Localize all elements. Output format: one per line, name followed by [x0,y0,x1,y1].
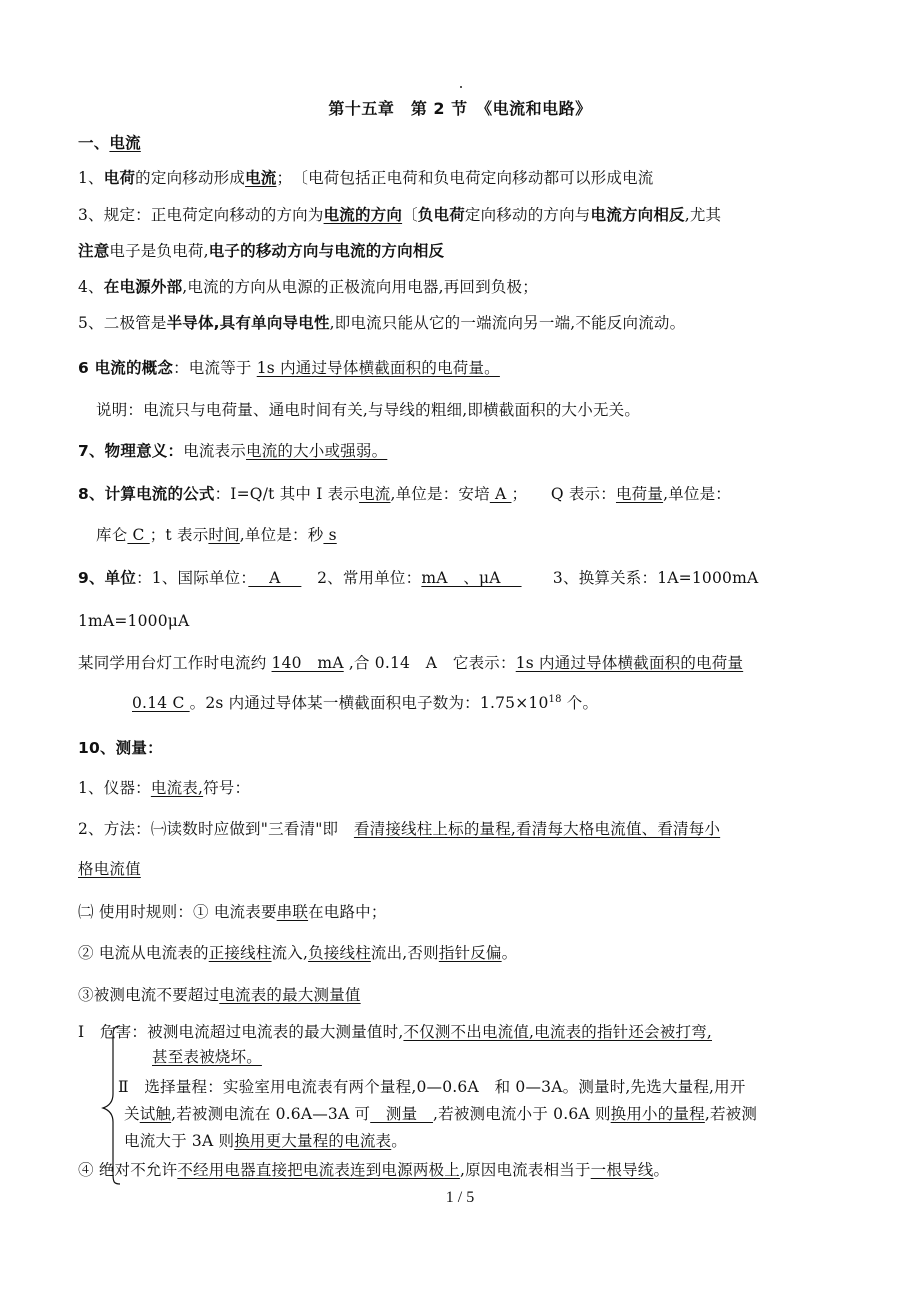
point-8-formula-continued: 库仑 C ；t 表示时间,单位是：秒 s [96,526,337,544]
point-10-measurement: 10、测量： [78,739,163,757]
example-lamp: 某同学用台灯工作时电流约 140 mA ,合 0.14 A 它表示：1s 内通过导体横截面积的电荷量 [78,654,744,672]
harm-item: Ⅰ 危害：被测电流超过电流表的最大测量值时,不仅测不出电流值,电流表的指针还会被打弯, [78,1023,713,1041]
point-7-meaning: 7、物理意义：电流表示电流的大小或强弱。 [78,442,388,460]
measure-instrument: 1、仪器：电流表,符号： [78,779,251,797]
point-5: 5、二极管是半导体,具有单向导电性,即电流只能从它的一端流向另一端,不能反向流动。 [78,314,686,332]
point-3: 3、规定：正电荷定向移动的方向为电流的方向〔负电荷定向移动的方向与电流方向相反,尤其 [78,206,722,224]
rule-3: ③被测电流不要超过电流表的最大测量值 [78,986,361,1004]
point-9-units: 9、单位：1、国际单位： A 2、常用单位：mA 、μA 3、换算关系：1A=1000mA [78,569,759,587]
section-heading-current: 一、电流 [78,134,141,152]
point-3-continued: 注意电子是负电荷,电子的移动方向与电流的方向相反 [78,242,445,260]
measure-method-continued: 格电流值 [78,860,141,878]
range-selection-continued: 关试触,若被测电流在 0.6A—3A 可 测量 ,若被测电流小于 0.6A 则换用小的量程,若被测 [124,1105,758,1123]
stray-dot [460,86,462,88]
point-1: 1、电荷的定向移动形成电流； 〔电荷包括正电荷和负电荷定向移动都可以形成电流 [78,169,654,187]
rule-2: ② 电流从电流表的正接线柱流入,负接线柱流出,否则指针反偏。 [78,944,518,962]
rule-4: ④ 绝对不允许不经用电器直接把电流表连到电源两极上,原因电流表相当于一根导线。 [78,1161,670,1179]
point-9-units-continued: 1mA=1000μA [78,612,190,630]
point-6-concept: 6 电流的概念：电流等于 1s 内通过导体横截面积的电荷量。 [78,359,500,377]
range-selection-end: 电流大于 3A 则换用更大量程的电流表。 [124,1132,407,1150]
explanation-note: 说明：电流只与电荷量、通电时间有关,与导线的粗细,即横截面积的大小无关。 [96,401,641,419]
point-4: 4、在电源外部,电流的方向从电源的正极流向用电器,再回到负极； [78,278,538,296]
harm-item-continued: 甚至表被烧坏。 [152,1048,262,1066]
example-lamp-continued: 0.14 C 。2s 内通过导体某一横截面积电子数为：$1.75\times 10^{18}$ 个。 [132,693,599,712]
page-title: 第十五章 第 2 节 《电流和电路》 [328,99,592,118]
measure-method: 2、方法：㈠读数时应做到"三看清"即 看清接线柱上标的量程,看清每大格电流值、看清每小 [78,820,721,838]
point-8-formula: 8、计算电流的公式：I=Q/t 其中 I 表示电流,单位是：安培 A ； Q 表示：电荷量,单位是： [78,485,732,503]
rule-1: ㈡ 使用时规则：① 电流表要串联在电路中； [78,903,387,921]
range-selection: Ⅱ 选择量程：实验室用电流表有两个量程,0—0.6A 和 0—3A。测量时,先选大量程,用开 [118,1078,746,1096]
page-indicator: 1 / 5 [445,1189,475,1206]
